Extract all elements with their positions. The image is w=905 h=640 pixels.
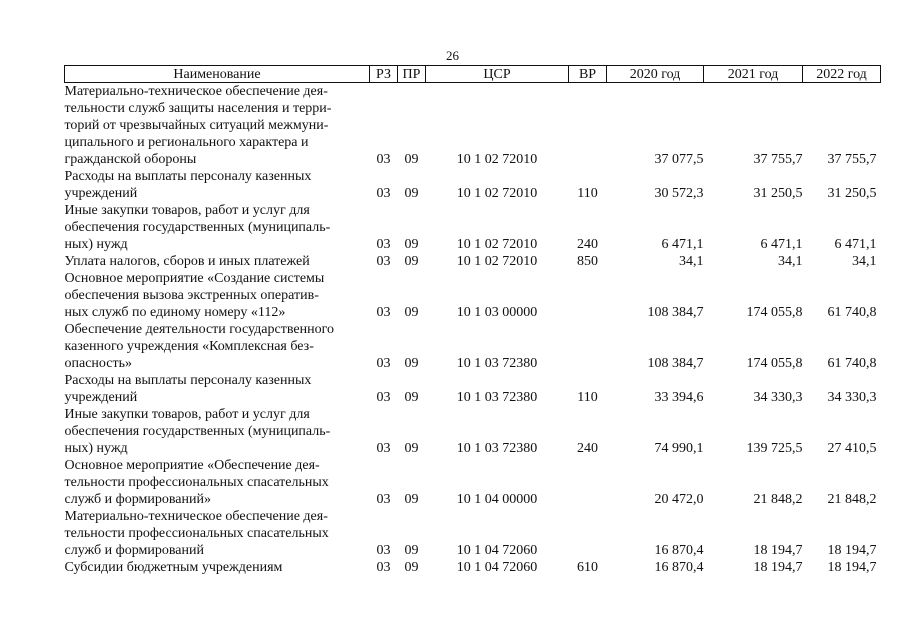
- cell-y2022: 18 194,7: [827, 543, 877, 558]
- row-name-line: Обеспечение деятельности государственного: [64, 322, 334, 337]
- row-name-line: учреждений: [64, 186, 138, 201]
- header-2020: 2020 год: [607, 66, 704, 83]
- cell-y2022: 37 755,7: [827, 152, 877, 167]
- row-name: [65, 253, 370, 270]
- cell-vr: 240: [577, 237, 598, 252]
- cell-csr: 10 1 04 72060: [456, 560, 538, 575]
- row-name-line: Иные закупки товаров, работ и услуг для: [64, 407, 310, 422]
- row-name-line: учреждений: [64, 390, 138, 405]
- row-name-line: ных) нужд: [64, 441, 128, 456]
- cell-y2021: 34 330,3: [753, 390, 803, 405]
- row-name-line: служб и формирований»: [64, 492, 211, 507]
- cell-csr: 10 1 03 00000: [456, 305, 538, 320]
- header-name: Наименование: [65, 66, 370, 83]
- table-row: [65, 372, 881, 406]
- cell-y2022: 61 740,8: [827, 356, 877, 371]
- table-row: [65, 508, 881, 559]
- cell-csr: 10 1 02 72010: [456, 186, 538, 201]
- cell-vr: 850: [577, 254, 598, 269]
- cell-csr: 10 1 04 00000: [456, 492, 538, 507]
- cell-y2021: 21 848,2: [753, 492, 803, 507]
- table-row: [65, 321, 881, 372]
- row-name-line: тельности профессиональных спасательных: [64, 526, 329, 541]
- header-rz: РЗ: [370, 66, 398, 83]
- row-name-line: Субсидии бюджетным учреждениям: [64, 560, 283, 575]
- row-name-line: Основное мероприятие «Обеспечение дея-: [64, 458, 320, 473]
- cell-y2020: 108 384,7: [647, 305, 704, 320]
- cell-rz: 03: [376, 441, 391, 456]
- page-number: 26: [446, 48, 459, 63]
- cell-csr: 10 1 03 72380: [456, 356, 538, 371]
- cell-pr: 09: [404, 237, 419, 252]
- header-vr: ВР: [569, 66, 607, 83]
- table-header: [65, 66, 881, 83]
- cell-pr: 09: [404, 390, 419, 405]
- cell-y2020: 34,1: [679, 254, 704, 269]
- cell-csr: 10 1 04 72060: [456, 543, 538, 558]
- cell-vr: [569, 508, 607, 559]
- cell-y2021: 18 194,7: [753, 560, 803, 575]
- table-row: [65, 457, 881, 508]
- row-name: [65, 202, 370, 253]
- cell-y2021: 37 755,7: [753, 152, 803, 167]
- cell-vr: 110: [577, 186, 598, 201]
- cell-rz: 03: [376, 560, 391, 575]
- cell-y2022: 21 848,2: [827, 492, 877, 507]
- row-name-line: Расходы на выплаты персоналу казенных: [64, 373, 312, 388]
- row-name-line: ных служб по единому номеру «112»: [64, 305, 286, 320]
- cell-vr: 610: [577, 560, 598, 575]
- header-csr: ЦСР: [426, 66, 569, 83]
- cell-rz: 03: [376, 390, 391, 405]
- cell-csr: 10 1 02 72010: [456, 254, 538, 269]
- cell-y2020: 16 870,4: [654, 543, 704, 558]
- row-name: [65, 559, 370, 576]
- cell-y2022: 31 250,5: [827, 186, 877, 201]
- table-row: [65, 559, 881, 576]
- cell-y2022: 61 740,8: [827, 305, 877, 320]
- row-name-line: Материально-техническое обеспечение дея-: [64, 509, 328, 524]
- cell-vr: [569, 83, 607, 169]
- row-name-line: обеспечения государственных (муниципаль-: [64, 220, 331, 235]
- cell-y2021: 18 194,7: [753, 543, 803, 558]
- row-name: [65, 372, 370, 406]
- cell-rz: 03: [376, 237, 391, 252]
- table-row: [65, 168, 881, 202]
- cell-rz: 03: [376, 254, 391, 269]
- cell-pr: 09: [404, 305, 419, 320]
- table-body: [65, 83, 881, 577]
- table-row: [65, 202, 881, 253]
- cell-csr: 10 1 03 72380: [456, 390, 538, 405]
- row-name-line: тельности профессиональных спасательных: [64, 475, 329, 490]
- row-name-line: служб и формирований: [64, 543, 204, 558]
- row-name-line: Основное мероприятие «Создание системы: [64, 271, 325, 286]
- row-name: [65, 270, 370, 321]
- cell-pr: 09: [404, 152, 419, 167]
- row-name-line: Уплата налогов, сборов и иных платежей: [64, 254, 310, 269]
- row-name-line: Расходы на выплаты персоналу казенных: [64, 169, 312, 184]
- row-name: [65, 321, 370, 372]
- row-name: [65, 83, 370, 169]
- cell-y2022: 6 471,1: [834, 237, 877, 252]
- cell-y2020: 33 394,6: [654, 390, 704, 405]
- cell-y2021: 34,1: [778, 254, 803, 269]
- cell-pr: 09: [404, 560, 419, 575]
- cell-pr: 09: [404, 186, 419, 201]
- cell-pr: 09: [404, 543, 419, 558]
- cell-y2021: 6 471,1: [760, 237, 803, 252]
- table-row: [65, 406, 881, 457]
- row-name: [65, 508, 370, 559]
- cell-y2020: 74 990,1: [654, 441, 704, 456]
- cell-rz: 03: [376, 305, 391, 320]
- cell-rz: 03: [376, 186, 391, 201]
- cell-vr: [569, 321, 607, 372]
- cell-csr: 10 1 03 72380: [456, 441, 538, 456]
- row-name: [65, 406, 370, 457]
- cell-y2020: 16 870,4: [654, 560, 704, 575]
- cell-csr: 10 1 02 72010: [456, 152, 538, 167]
- header-2022: 2022 год: [803, 66, 881, 83]
- header-2021: 2021 год: [704, 66, 803, 83]
- row-name-line: казенного учреждения «Комплексная без-: [64, 339, 314, 354]
- cell-y2022: 18 194,7: [827, 560, 877, 575]
- budget-table: [64, 65, 881, 576]
- cell-pr: 09: [404, 492, 419, 507]
- cell-y2022: 34 330,3: [827, 390, 877, 405]
- cell-y2020: 6 471,1: [661, 237, 704, 252]
- table-row: [65, 270, 881, 321]
- cell-rz: 03: [376, 492, 391, 507]
- cell-vr: [569, 270, 607, 321]
- row-name-line: обеспечения вызова экстренных оператив-: [64, 288, 319, 303]
- row-name-line: Иные закупки товаров, работ и услуг для: [64, 203, 310, 218]
- table-row: [65, 83, 881, 169]
- row-name-line: Материально-техническое обеспечение дея-: [64, 84, 328, 99]
- table-row: [65, 253, 881, 270]
- cell-y2020: 37 077,5: [654, 152, 704, 167]
- cell-vr: 240: [577, 441, 598, 456]
- cell-y2020: 20 472,0: [654, 492, 704, 507]
- row-name: [65, 457, 370, 508]
- row-name-line: обеспечения государственных (муниципаль-: [64, 424, 331, 439]
- header-pr: ПР: [398, 66, 426, 83]
- cell-y2020: 108 384,7: [647, 356, 704, 371]
- cell-y2021: 174 055,8: [746, 305, 803, 320]
- cell-csr: 10 1 02 72010: [456, 237, 538, 252]
- cell-y2022: 34,1: [852, 254, 877, 269]
- cell-y2021: 139 725,5: [746, 441, 803, 456]
- row-name-line: торий от чрезвычайных ситуаций межмуни-: [64, 118, 329, 133]
- cell-pr: 09: [404, 441, 419, 456]
- cell-vr: [569, 457, 607, 508]
- row-name: [65, 168, 370, 202]
- row-name-line: опасность»: [64, 356, 132, 371]
- cell-y2021: 174 055,8: [746, 356, 803, 371]
- cell-pr: 09: [404, 254, 419, 269]
- row-name-line: тельности служб защиты населения и терри-: [64, 101, 332, 116]
- row-name-line: гражданской обороны: [64, 152, 197, 167]
- cell-y2022: 27 410,5: [827, 441, 877, 456]
- row-name-line: ных) нужд: [64, 237, 128, 252]
- cell-rz: 03: [376, 543, 391, 558]
- cell-pr: 09: [404, 356, 419, 371]
- cell-rz: 03: [376, 356, 391, 371]
- cell-y2020: 30 572,3: [654, 186, 704, 201]
- cell-vr: 110: [577, 390, 598, 405]
- row-name-line: ципального и регионального характера и: [64, 135, 309, 150]
- cell-y2021: 31 250,5: [753, 186, 803, 201]
- cell-rz: 03: [376, 152, 391, 167]
